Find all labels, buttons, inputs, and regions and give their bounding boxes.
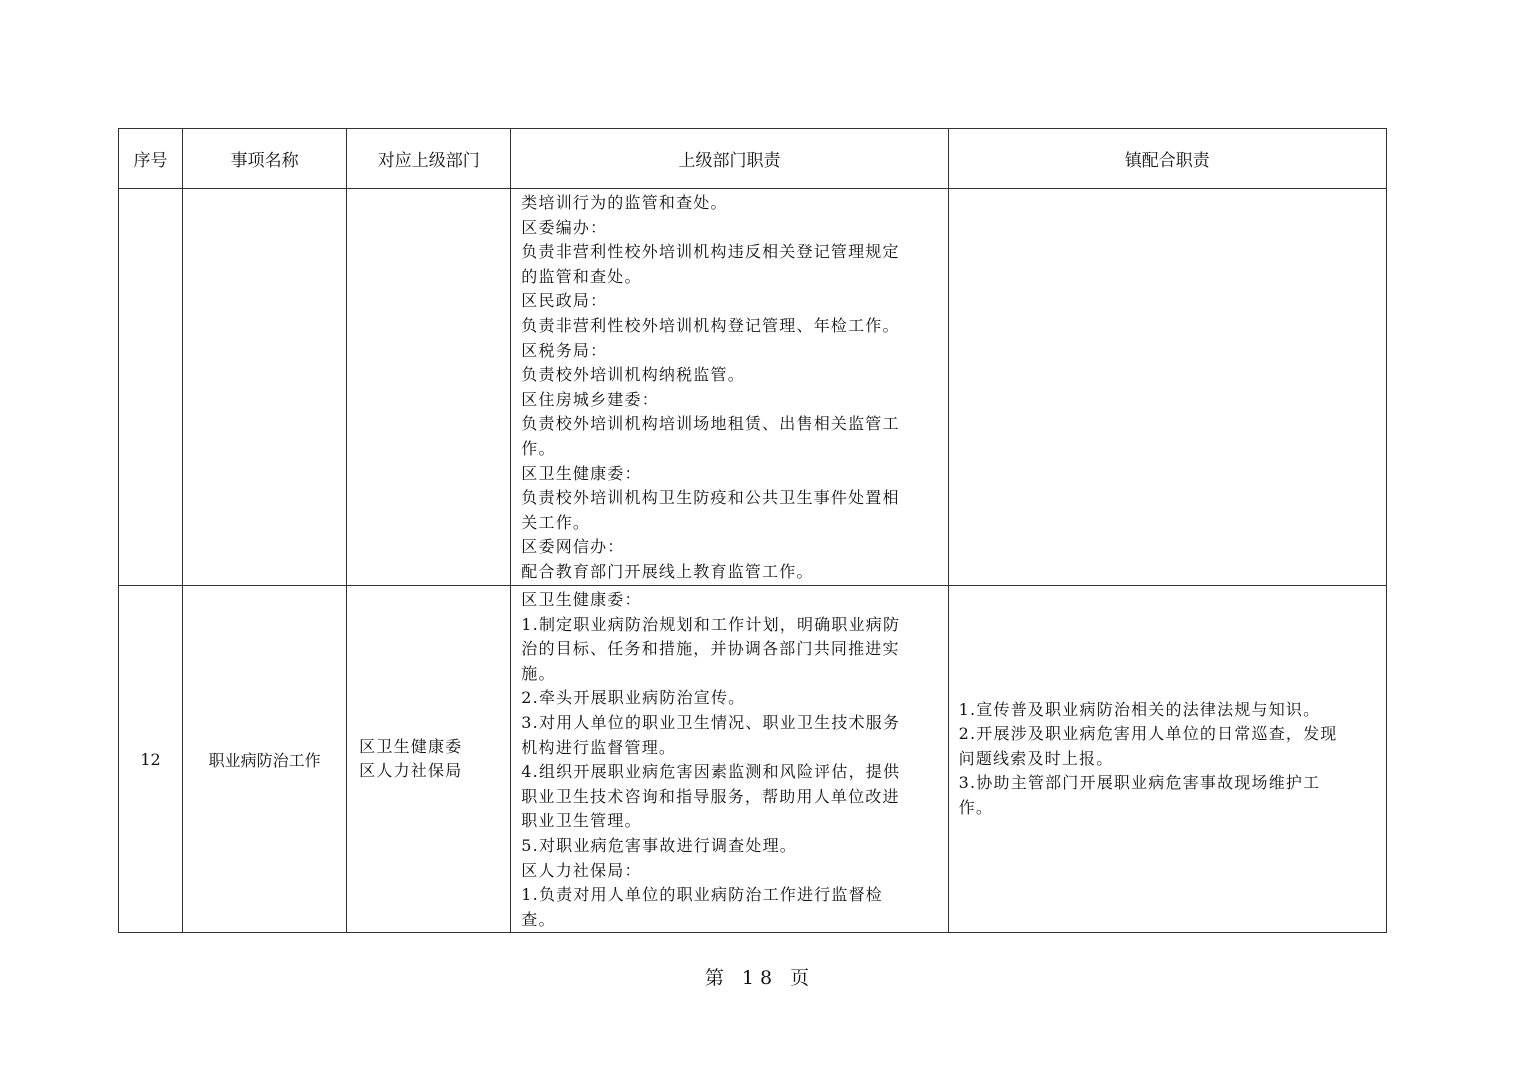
serial-number-cell: 12 xyxy=(119,586,183,933)
town-duty-line: 作。 xyxy=(958,798,994,818)
upper-duty-line: 负责校外培训机构纳税监管。 xyxy=(521,365,745,385)
upper-duty-line: 区卫生健康委： xyxy=(521,463,642,483)
town-duties-cell xyxy=(948,586,1386,933)
town-duties-cell xyxy=(948,189,1386,586)
header-item-name: 事项名称 xyxy=(183,129,347,189)
upper-duty-line: 4.组织开展职业病危害因素监测和风险评估，提供 xyxy=(521,762,901,782)
town-duty-line: 1.宣传普及职业病防治相关的法律法规与知识。 xyxy=(958,699,1321,719)
upper-duties-cell xyxy=(511,189,948,586)
header-upper-department: 对应上级部门 xyxy=(347,129,511,189)
upper-duty-line: 区人力社保局： xyxy=(521,860,642,880)
department-cell xyxy=(347,586,511,933)
header-serial-number: 序号 xyxy=(119,129,183,189)
table-row xyxy=(119,189,1387,586)
upper-duty-line: 负责非营利性校外培训机构违反相关登记管理规定 xyxy=(521,242,900,262)
upper-duty-line: 职业卫生管理。 xyxy=(521,811,642,831)
town-duty-line: 3.协助主管部门开展职业病危害事故现场维护工 xyxy=(958,773,1321,793)
upper-duty-line: 1.负责对用人单位的职业病防治工作进行监督检 xyxy=(521,885,883,905)
header-town-duties: 镇配合职责 xyxy=(948,129,1386,189)
upper-duty-line: 3.对用人单位的职业卫生情况、职业卫生技术服务 xyxy=(521,712,901,732)
upper-duty-line: 施。 xyxy=(521,663,556,683)
upper-duty-line: 5.对职业病危害事故进行调查处理。 xyxy=(521,835,797,855)
upper-duty-line: 负责校外培训机构培训场地租赁、出售相关监管工 xyxy=(521,414,900,434)
item-name-cell xyxy=(183,189,347,586)
upper-duty-line: 区卫生健康委： xyxy=(521,590,642,609)
upper-duty-line: 2.牵头开展职业病防治宣传。 xyxy=(521,688,746,708)
upper-duty-line: 的监管和查处。 xyxy=(521,266,642,286)
page-number: 第 18 页 xyxy=(704,967,816,989)
upper-duty-line: 作。 xyxy=(521,438,556,458)
upper-duty-line: 负责校外培训机构卫生防疫和公共卫生事件处置相 xyxy=(521,488,900,508)
department-line: 区卫生健康委 xyxy=(359,736,463,756)
upper-duty-line: 1.制定职业病防治规划和工作计划，明确职业病防 xyxy=(521,614,901,634)
upper-duty-line: 类培训行为的监管和查处。 xyxy=(521,193,728,212)
upper-duty-line: 机构进行监督管理。 xyxy=(521,737,677,757)
department-cell xyxy=(347,189,511,586)
upper-duty-line: 区委网信办： xyxy=(521,537,625,557)
upper-duty-line: 区住房城乡建委： xyxy=(521,389,659,409)
town-duty-line: 问题线索及时上报。 xyxy=(958,748,1114,768)
table-row xyxy=(119,586,1387,933)
department-line: 区人力社保局 xyxy=(359,761,463,781)
header-upper-duties: 上级部门职责 xyxy=(511,129,948,189)
upper-duties-cell xyxy=(511,586,948,933)
upper-duty-line: 负责非营利性校外培训机构登记管理、年检工作。 xyxy=(521,315,900,335)
upper-duty-line: 区民政局： xyxy=(521,291,608,311)
upper-duty-line: 职业卫生技术咨询和指导服务，帮助用人单位改进 xyxy=(521,786,900,806)
upper-duty-line: 查。 xyxy=(521,909,556,929)
duty-table xyxy=(118,128,1387,933)
upper-duty-line: 配合教育部门开展线上教育监管工作。 xyxy=(521,561,814,581)
serial-number-cell xyxy=(119,189,183,586)
town-duty-line: 2.开展涉及职业病危害用人单位的日常巡查，发现 xyxy=(958,724,1338,744)
upper-duty-line: 区委编办： xyxy=(521,217,608,237)
upper-duty-line: 关工作。 xyxy=(521,512,591,532)
upper-duty-line: 治的目标、任务和措施，并协调各部门共同推进实 xyxy=(521,639,900,659)
table-header-row xyxy=(119,129,1387,189)
upper-duty-line: 区税务局： xyxy=(521,340,608,360)
item-name-cell: 职业病防治工作 xyxy=(183,586,347,933)
